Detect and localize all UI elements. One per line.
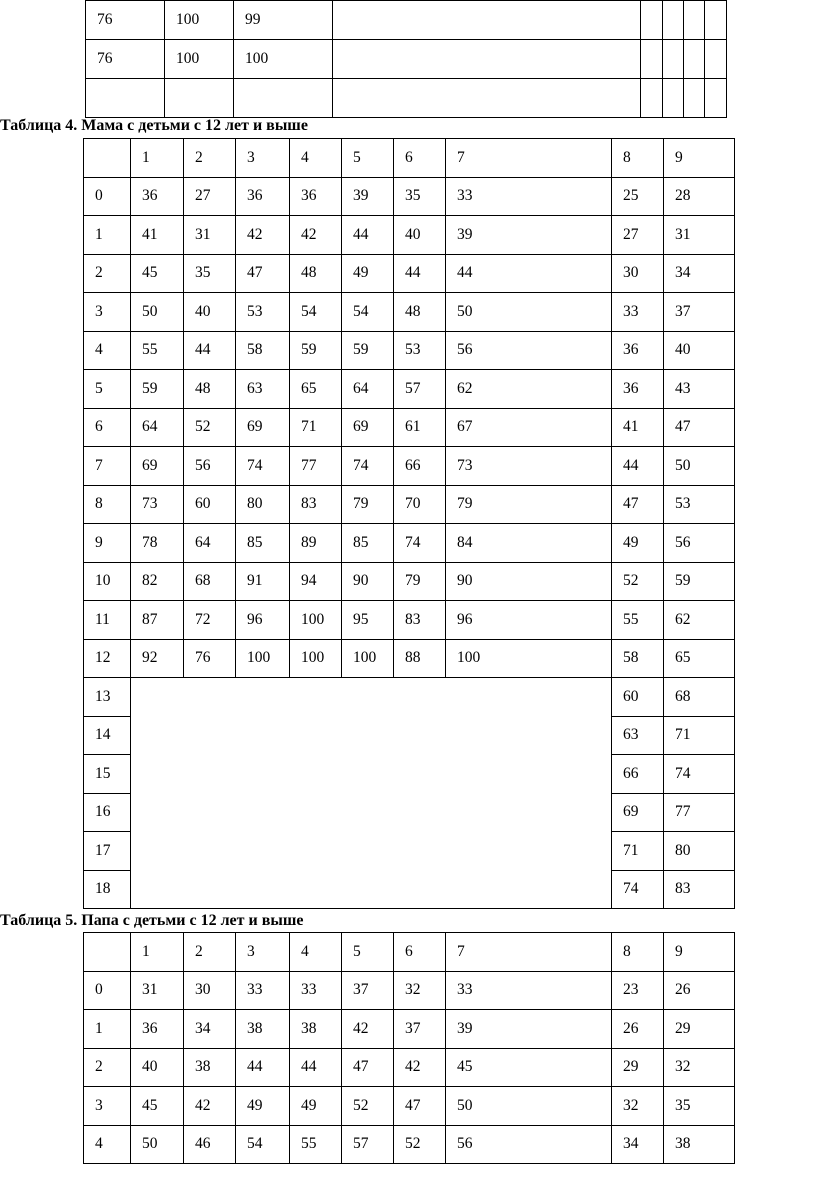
table-cell: 91 <box>236 562 290 601</box>
row-label-cell: 11 <box>84 601 131 640</box>
table-cell: 72 <box>184 601 236 640</box>
table-cell: 33 <box>236 971 290 1010</box>
table-cell: 50 <box>131 293 184 332</box>
table-cell: 39 <box>446 216 612 255</box>
table-cell: 74 <box>664 755 735 794</box>
table-cell: 41 <box>131 216 184 255</box>
table-row <box>84 1087 735 1126</box>
table-row <box>84 562 735 601</box>
empty-cell <box>705 79 727 118</box>
row-label-cell: 6 <box>84 408 131 447</box>
table-cell: 83 <box>394 601 446 640</box>
table-cell: 48 <box>394 293 446 332</box>
empty-cell <box>333 79 641 118</box>
table-4-body <box>84 139 735 909</box>
table-cell: 90 <box>446 562 612 601</box>
header-row <box>84 139 735 178</box>
table-cell: 66 <box>612 755 664 794</box>
table-cell: 64 <box>342 370 394 409</box>
table-cell: 100 <box>342 639 394 678</box>
table-cell <box>165 79 234 118</box>
table-4 <box>83 138 735 909</box>
table-cell: 100 <box>290 601 342 640</box>
table-cell: 37 <box>394 1010 446 1049</box>
table-cell: 40 <box>394 216 446 255</box>
table-cell: 80 <box>664 832 735 871</box>
table-cell: 85 <box>236 524 290 563</box>
table-cell: 62 <box>446 370 612 409</box>
row-label-cell: 13 <box>84 678 131 717</box>
table-cell: 44 <box>394 254 446 293</box>
header-cell: 7 <box>446 933 612 972</box>
table-cell: 78 <box>131 524 184 563</box>
row-label-cell: 10 <box>84 562 131 601</box>
table-row <box>84 254 735 293</box>
header-cell: 6 <box>394 139 446 178</box>
table-cell: 65 <box>290 370 342 409</box>
table-cell: 45 <box>446 1048 612 1087</box>
table-cell: 74 <box>236 447 290 486</box>
table-row <box>86 79 727 118</box>
table-cell: 54 <box>342 293 394 332</box>
table-cell: 52 <box>184 408 236 447</box>
table-row <box>84 408 735 447</box>
empty-cell <box>705 40 727 79</box>
table-cell <box>234 79 333 118</box>
table-cell: 44 <box>446 254 612 293</box>
table-cell: 64 <box>131 408 184 447</box>
header-cell: 1 <box>131 933 184 972</box>
table-cell: 27 <box>184 177 236 216</box>
row-label-cell: 4 <box>84 1125 131 1164</box>
table-row <box>84 447 735 486</box>
table-cell: 67 <box>446 408 612 447</box>
table-cell: 25 <box>612 177 664 216</box>
row-label-cell: 3 <box>84 293 131 332</box>
table-cell: 35 <box>394 177 446 216</box>
table-cell: 32 <box>394 971 446 1010</box>
merged-empty-cell <box>131 678 612 909</box>
table-cell: 39 <box>446 1010 612 1049</box>
header-cell: 9 <box>664 933 735 972</box>
table-cell: 37 <box>342 971 394 1010</box>
table-cell: 33 <box>612 293 664 332</box>
table-cell: 34 <box>184 1010 236 1049</box>
table-cell: 39 <box>342 177 394 216</box>
table-5-body <box>84 933 735 1164</box>
row-label-cell: 1 <box>84 1010 131 1049</box>
table-cell: 36 <box>236 177 290 216</box>
table-row <box>84 331 735 370</box>
row-label-cell: 15 <box>84 755 131 794</box>
empty-cell <box>333 40 641 79</box>
table-row <box>86 1 727 40</box>
table-cell: 56 <box>184 447 236 486</box>
table-cell: 38 <box>236 1010 290 1049</box>
table-cell: 36 <box>612 331 664 370</box>
table-cell: 76 <box>86 40 165 79</box>
table-cell: 77 <box>290 447 342 486</box>
table-cell: 56 <box>446 1125 612 1164</box>
row-label-cell: 5 <box>84 370 131 409</box>
empty-cell <box>684 40 705 79</box>
table-cell: 47 <box>612 485 664 524</box>
table-cell: 46 <box>184 1125 236 1164</box>
table-cell: 63 <box>612 716 664 755</box>
table-cell: 49 <box>290 1087 342 1126</box>
top-table <box>85 0 727 118</box>
table-cell: 47 <box>236 254 290 293</box>
table-cell: 36 <box>612 370 664 409</box>
row-label-cell: 18 <box>84 870 131 909</box>
empty-cell <box>641 79 663 118</box>
table-cell: 41 <box>612 408 664 447</box>
table-cell: 40 <box>184 293 236 332</box>
table-row <box>84 370 735 409</box>
table-cell: 84 <box>446 524 612 563</box>
table-cell: 35 <box>184 254 236 293</box>
table-cell: 100 <box>234 40 333 79</box>
table-cell: 31 <box>131 971 184 1010</box>
table-cell: 71 <box>664 716 735 755</box>
table-cell: 77 <box>664 793 735 832</box>
header-cell: 2 <box>184 139 236 178</box>
table-5-caption: Таблица 5. Папа с детьми с 12 лет и выше <box>0 912 304 929</box>
table-cell: 89 <box>290 524 342 563</box>
table-cell: 56 <box>664 524 735 563</box>
table-row <box>84 639 735 678</box>
table-row <box>84 485 735 524</box>
table-cell: 90 <box>342 562 394 601</box>
row-label-cell: 12 <box>84 639 131 678</box>
row-label-cell: 7 <box>84 447 131 486</box>
table-row <box>84 971 735 1010</box>
table-cell: 44 <box>184 331 236 370</box>
table-cell: 71 <box>290 408 342 447</box>
table-cell: 100 <box>165 1 234 40</box>
table-cell: 65 <box>664 639 735 678</box>
table-cell: 47 <box>394 1087 446 1126</box>
table-row <box>84 1125 735 1164</box>
table-cell: 73 <box>131 485 184 524</box>
table-cell: 33 <box>446 971 612 1010</box>
table-cell: 49 <box>342 254 394 293</box>
table-cell: 80 <box>236 485 290 524</box>
empty-cell <box>663 1 684 40</box>
top-table-body <box>86 1 727 118</box>
table-cell: 95 <box>342 601 394 640</box>
header-cell: 5 <box>342 933 394 972</box>
table-row <box>84 1010 735 1049</box>
table-cell: 68 <box>184 562 236 601</box>
table-cell: 42 <box>394 1048 446 1087</box>
empty-cell <box>684 79 705 118</box>
table-cell: 45 <box>131 254 184 293</box>
table-cell: 34 <box>664 254 735 293</box>
table-cell: 100 <box>165 40 234 79</box>
table-cell: 52 <box>394 1125 446 1164</box>
table-cell: 74 <box>394 524 446 563</box>
table-5 <box>83 932 735 1164</box>
header-cell: 3 <box>236 933 290 972</box>
header-cell <box>84 933 131 972</box>
row-label-cell: 14 <box>84 716 131 755</box>
header-cell: 7 <box>446 139 612 178</box>
table-row <box>84 177 735 216</box>
table-cell: 59 <box>290 331 342 370</box>
table-cell: 44 <box>342 216 394 255</box>
table-cell: 79 <box>342 485 394 524</box>
table-cell: 74 <box>342 447 394 486</box>
table-cell: 59 <box>664 562 735 601</box>
table-cell: 100 <box>446 639 612 678</box>
table-cell: 56 <box>446 331 612 370</box>
table-cell: 33 <box>446 177 612 216</box>
table-cell: 27 <box>612 216 664 255</box>
table-cell: 34 <box>612 1125 664 1164</box>
table-cell: 31 <box>664 216 735 255</box>
row-label-cell: 2 <box>84 254 131 293</box>
row-label-cell: 9 <box>84 524 131 563</box>
header-cell: 8 <box>612 933 664 972</box>
table-cell: 85 <box>342 524 394 563</box>
table-cell: 29 <box>612 1048 664 1087</box>
empty-cell <box>684 1 705 40</box>
table-cell: 57 <box>394 370 446 409</box>
header-cell: 5 <box>342 139 394 178</box>
table-cell: 53 <box>394 331 446 370</box>
table-cell: 45 <box>131 1087 184 1126</box>
table-cell: 32 <box>612 1087 664 1126</box>
table-cell: 32 <box>664 1048 735 1087</box>
table-row <box>84 216 735 255</box>
table-cell: 54 <box>236 1125 290 1164</box>
row-label-cell: 4 <box>84 331 131 370</box>
table-cell: 44 <box>290 1048 342 1087</box>
empty-cell <box>705 1 727 40</box>
table-cell: 47 <box>342 1048 394 1087</box>
table-row <box>84 524 735 563</box>
table-cell: 38 <box>290 1010 342 1049</box>
empty-cell <box>641 40 663 79</box>
table-cell: 55 <box>612 601 664 640</box>
empty-cell <box>663 40 684 79</box>
table-cell: 30 <box>612 254 664 293</box>
table-cell: 42 <box>342 1010 394 1049</box>
table-cell: 60 <box>184 485 236 524</box>
table-cell: 42 <box>290 216 342 255</box>
table-cell: 60 <box>612 678 664 717</box>
table-cell <box>86 79 165 118</box>
table-cell: 76 <box>184 639 236 678</box>
table-cell: 47 <box>664 408 735 447</box>
table-cell: 71 <box>612 832 664 871</box>
table-cell: 38 <box>664 1125 735 1164</box>
table-cell: 100 <box>290 639 342 678</box>
table-row <box>84 678 735 717</box>
table-cell: 37 <box>664 293 735 332</box>
table-cell: 48 <box>290 254 342 293</box>
table-cell: 96 <box>446 601 612 640</box>
table-cell: 28 <box>664 177 735 216</box>
table-cell: 49 <box>236 1087 290 1126</box>
table-cell: 64 <box>184 524 236 563</box>
header-cell: 1 <box>131 139 184 178</box>
table-cell: 42 <box>236 216 290 255</box>
row-label-cell: 16 <box>84 793 131 832</box>
table-cell: 29 <box>664 1010 735 1049</box>
table-cell: 69 <box>236 408 290 447</box>
table-cell: 76 <box>86 1 165 40</box>
table-cell: 50 <box>446 1087 612 1126</box>
table-cell: 50 <box>446 293 612 332</box>
table-cell: 49 <box>612 524 664 563</box>
table-cell: 50 <box>664 447 735 486</box>
table-cell: 83 <box>664 870 735 909</box>
table-cell: 38 <box>184 1048 236 1087</box>
table-cell: 74 <box>612 870 664 909</box>
header-cell: 4 <box>290 139 342 178</box>
table-cell: 92 <box>131 639 184 678</box>
table-cell: 40 <box>664 331 735 370</box>
table-cell: 88 <box>394 639 446 678</box>
row-label-cell: 1 <box>84 216 131 255</box>
table-cell: 66 <box>394 447 446 486</box>
table-cell: 69 <box>131 447 184 486</box>
table-cell: 53 <box>664 485 735 524</box>
table-cell: 69 <box>612 793 664 832</box>
row-label-cell: 0 <box>84 971 131 1010</box>
empty-cell <box>663 79 684 118</box>
table-cell: 36 <box>131 1010 184 1049</box>
header-cell: 2 <box>184 933 236 972</box>
table-cell: 94 <box>290 562 342 601</box>
row-label-cell: 2 <box>84 1048 131 1087</box>
row-label-cell: 0 <box>84 177 131 216</box>
table-cell: 59 <box>131 370 184 409</box>
table-cell: 55 <box>131 331 184 370</box>
table-row <box>84 1048 735 1087</box>
header-cell <box>84 139 131 178</box>
table-cell: 26 <box>612 1010 664 1049</box>
table-cell: 54 <box>290 293 342 332</box>
table-cell: 100 <box>236 639 290 678</box>
header-row <box>84 933 735 972</box>
table-cell: 44 <box>236 1048 290 1087</box>
header-cell: 6 <box>394 933 446 972</box>
table-cell: 35 <box>664 1087 735 1126</box>
table-cell: 26 <box>664 971 735 1010</box>
table-row <box>84 293 735 332</box>
table-cell: 53 <box>236 293 290 332</box>
table-cell: 96 <box>236 601 290 640</box>
table-cell: 58 <box>612 639 664 678</box>
header-cell: 4 <box>290 933 342 972</box>
table-cell: 82 <box>131 562 184 601</box>
table-cell: 50 <box>131 1125 184 1164</box>
table-row <box>84 601 735 640</box>
header-cell: 8 <box>612 139 664 178</box>
table-cell: 87 <box>131 601 184 640</box>
empty-cell <box>641 1 663 40</box>
table-cell: 52 <box>342 1087 394 1126</box>
header-cell: 3 <box>236 139 290 178</box>
table-cell: 68 <box>664 678 735 717</box>
table-cell: 62 <box>664 601 735 640</box>
table-4-caption: Таблица 4. Мама с детьми с 12 лет и выше <box>0 117 308 134</box>
table-cell: 73 <box>446 447 612 486</box>
table-cell: 43 <box>664 370 735 409</box>
table-cell: 58 <box>236 331 290 370</box>
table-cell: 83 <box>290 485 342 524</box>
row-label-cell: 3 <box>84 1087 131 1126</box>
table-cell: 42 <box>184 1087 236 1126</box>
row-label-cell: 17 <box>84 832 131 871</box>
table-cell: 70 <box>394 485 446 524</box>
table-cell: 40 <box>131 1048 184 1087</box>
table-row <box>86 40 727 79</box>
table-cell: 57 <box>342 1125 394 1164</box>
table-cell: 48 <box>184 370 236 409</box>
empty-cell <box>333 1 641 40</box>
table-cell: 61 <box>394 408 446 447</box>
table-cell: 30 <box>184 971 236 1010</box>
table-cell: 44 <box>612 447 664 486</box>
table-cell: 52 <box>612 562 664 601</box>
row-label-cell: 8 <box>84 485 131 524</box>
table-cell: 33 <box>290 971 342 1010</box>
table-cell: 69 <box>342 408 394 447</box>
table-cell: 79 <box>446 485 612 524</box>
table-cell: 59 <box>342 331 394 370</box>
table-cell: 23 <box>612 971 664 1010</box>
header-cell: 9 <box>664 139 735 178</box>
table-cell: 36 <box>131 177 184 216</box>
table-cell: 79 <box>394 562 446 601</box>
table-cell: 36 <box>290 177 342 216</box>
table-cell: 31 <box>184 216 236 255</box>
table-cell: 99 <box>234 1 333 40</box>
table-cell: 55 <box>290 1125 342 1164</box>
table-cell: 63 <box>236 370 290 409</box>
